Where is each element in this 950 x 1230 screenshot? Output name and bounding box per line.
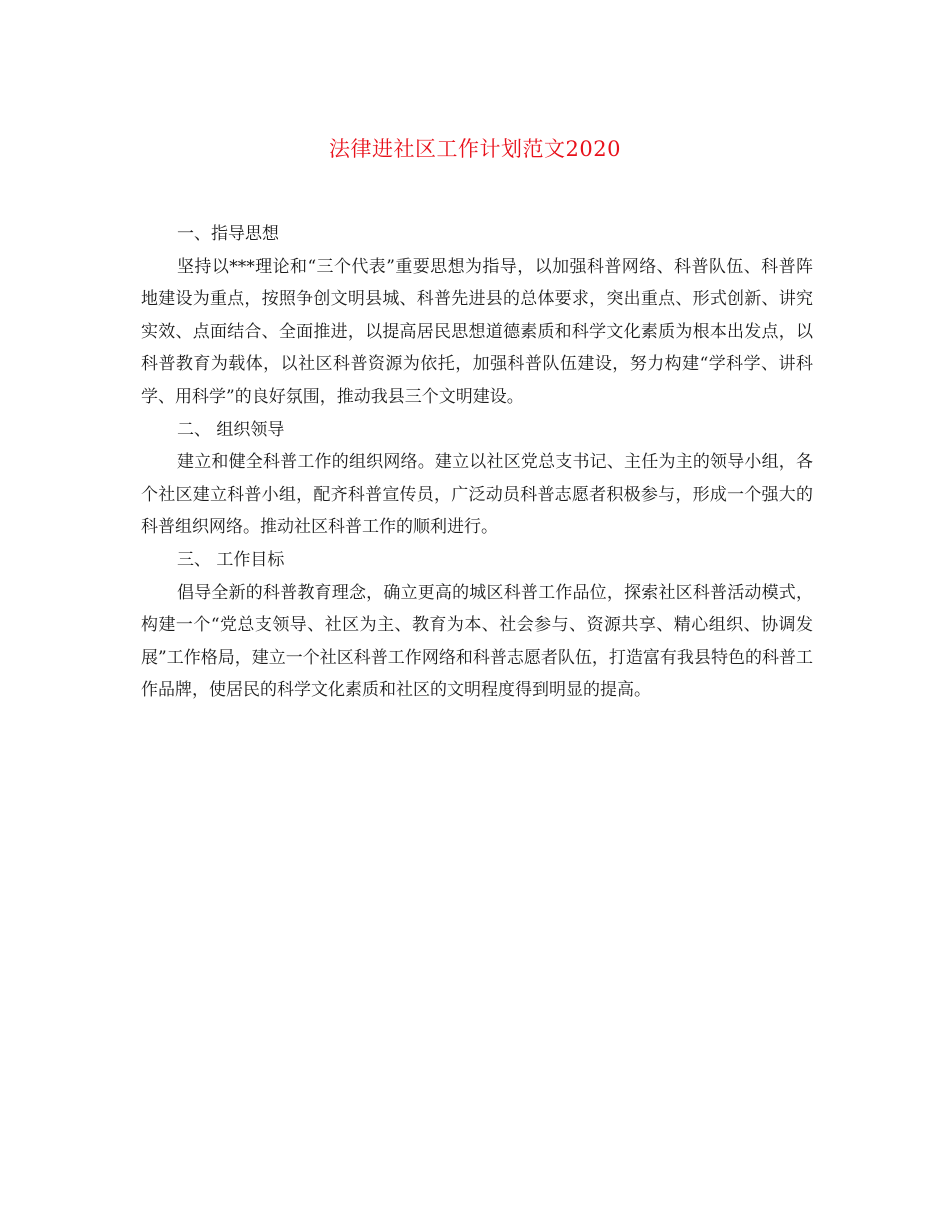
- document-title: 法律进社区工作计划范文2020: [329, 137, 621, 161]
- section-heading-guiding-thought: 一、指导思想: [177, 224, 279, 244]
- section-paragraph-organization: 建立和健全科普工作的组织网络。建立以社区党总支书记、主任为主的领导小组，各个社区建立科普小组，配齐科普宣传员，广泛动员科普志愿者积极参与，形成一个强大的科普组织网络。推动社区科普工作的顺利进行。: [141, 452, 813, 538]
- section-paragraph-work-goals: 倡导全新的科普教育理念，确立更高的城区科普工作品位，探索社区科普活动模式，构建一个“党总支领导、社区为主、教育为本、社会参与、资源共享、精心组织、协调发展”工作格局，建立一个社区科普工作网络和科普志愿者队伍，打造富有我县特色的科普工作品牌，使居民的科学文化素质和社区的文明程度得到明显的提高。: [141, 582, 813, 701]
- section-paragraph-guiding-thought: 坚持以***理论和“三个代表”重要思想为指导，以加强科普网络、科普队伍、科普阵地建设为重点，按照争创文明县城、科普先进县的总体要求，突出重点、形式创新、讲究实效、点面结合、全面推进，以提高居民思想道德素质和科学文化素质为根本出发点，以科普教育为载体，以社区科普资源为依托，加强科普队伍建设，努力构建“学科学、讲科学、用科学”的良好氛围，推动我县三个文明建设。: [141, 256, 813, 407]
- document-body: [141, 218, 813, 707]
- section-heading-organization: 二、 组织领导: [177, 419, 285, 440]
- section-heading-work-goals: 三、 工作目标: [177, 549, 285, 570]
